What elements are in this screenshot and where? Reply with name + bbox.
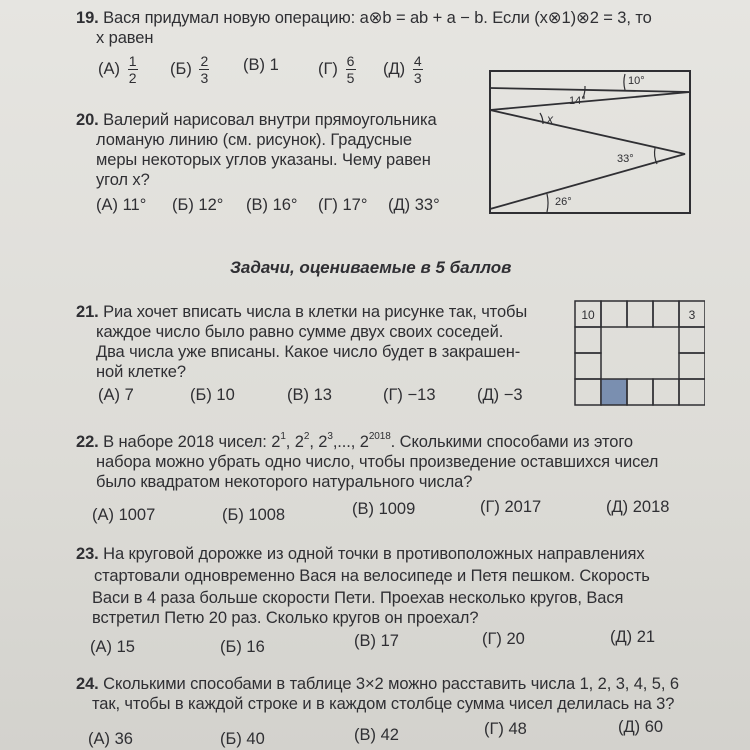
- cell-value-right: 3: [688, 308, 696, 322]
- q21-option-c: (В) 13: [287, 386, 332, 404]
- q22-text-line1: 22. В наборе 2018 чисел: $2^1$, $2^2$, $2^3$,..., $2^{2018}$. Сколькими способами из этого: [76, 431, 633, 451]
- q23-text-line3: Васи в 4 раза больше скорости Пети. Проехав несколько кругов, Вася: [92, 589, 624, 607]
- q21-option-e: (Д) −3: [477, 386, 523, 404]
- q24-option-b: (Б) 40: [220, 730, 265, 748]
- q20-option-a: (А) 11°: [96, 196, 147, 214]
- q20-option-c: (В) 16°: [246, 196, 298, 214]
- q20-text-line3: меры некоторых углов указаны. Чему равен: [96, 151, 431, 169]
- q20-text-line2: ломаную линию (см. рисунок). Градусные: [96, 131, 412, 149]
- section-title: Задачи, оцениваемые в 5 баллов: [230, 258, 512, 277]
- q23-option-c: (В) 17: [354, 632, 399, 650]
- q24-text-line1: 24. Сколькими способами в таблице 3×2 можно расставить числа 1, 2, 3, 4, 5, 6: [76, 675, 679, 693]
- grid-cell: [627, 301, 653, 327]
- q20-option-e: (Д) 33°: [388, 196, 440, 214]
- q24-option-c: (В) 42: [354, 726, 399, 744]
- q22-option-b: (Б) 1008: [222, 506, 286, 524]
- q19-number: 19.: [76, 9, 99, 27]
- angle-label-14: 14°: [569, 95, 586, 107]
- q24-option-a: (А) 36: [88, 730, 133, 748]
- angle-label-33: 33°: [617, 153, 634, 165]
- q21-cell-grid: [570, 296, 705, 412]
- q21-option-a: (А) 7: [98, 386, 134, 404]
- q19-option-b: (Б) $\frac{2}{3}$: [170, 53, 209, 86]
- q24-text-line2: так, чтобы в каждой строке и в каждом столбце сумма чисел делилась на 3?: [92, 695, 675, 713]
- grid-cell: [575, 379, 601, 405]
- q22-option-a: (А) 1007: [92, 506, 156, 524]
- q20-figure-diagram: [485, 66, 695, 216]
- q19-option-c: (В) 1: [243, 56, 279, 74]
- grid-cell: [575, 353, 601, 379]
- q22-option-d: (Г) 2017: [480, 498, 542, 516]
- q21-text-line4: ной клетке?: [96, 363, 186, 381]
- q19-line1: Вася придумал новую операцию: a⊗b = ab + a − b. Если (x⊗1)⊗2 = 3, то: [103, 9, 652, 27]
- q21-text-line3: Два числа уже вписаны. Какое число будет в закрашен-: [96, 343, 521, 361]
- grid-cell: [627, 379, 653, 405]
- q20-text-line4: угол x?: [96, 171, 150, 189]
- angle-arc-10: [624, 74, 625, 90]
- q24-option-e: (Д) 60: [618, 718, 664, 736]
- q20-option-b: (Б) 12°: [172, 196, 224, 214]
- q23-option-a: (А) 15: [90, 638, 135, 656]
- cell-value-left: 10: [581, 308, 595, 322]
- q20-option-d: (Г) 17°: [318, 196, 368, 214]
- angle-label-x: x: [547, 112, 553, 126]
- angle-label-26: 26°: [555, 196, 572, 208]
- broken-line: [490, 88, 690, 209]
- grid-cell: [653, 379, 679, 405]
- shaded-cell: [601, 379, 627, 405]
- q20-number: 20.: [76, 111, 99, 129]
- q22-number: 22.: [76, 433, 99, 451]
- angle-label-10: 10°: [628, 75, 645, 87]
- q22-text-line2: набора можно убрать одно число, чтобы произведение оставшихся чисел: [96, 453, 659, 471]
- grid-cell: [679, 327, 705, 353]
- q21-text-line2: каждое число было равно сумме двух своих соседей.: [96, 323, 504, 341]
- q23-text-line1: 23. На круговой дорожке из одной точки в противоположных направлениях: [76, 545, 645, 563]
- q20-text-line1: 20. Валерий нарисовал внутри прямоугольника: [76, 111, 437, 129]
- q23-text-line4: встретил Петю 20 раз. Сколько кругов он проехал?: [92, 609, 479, 627]
- angle-arc-26: [547, 194, 548, 212]
- grid-cell: [679, 379, 705, 405]
- q19-option-e: (Д) $\frac{4}{3}$: [383, 53, 422, 86]
- q24-option-d: (Г) 48: [484, 720, 527, 738]
- q23-option-e: (Д) 21: [610, 628, 656, 646]
- q22-option-c: (В) 1009: [352, 500, 416, 518]
- q19-text-line2: x равен: [96, 29, 154, 47]
- q23-option-b: (Б) 16: [220, 638, 265, 656]
- q24-number: 24.: [76, 675, 99, 693]
- q21-option-d: (Г) −13: [383, 386, 436, 404]
- grid-cell: [679, 353, 705, 379]
- q19-text-line1: [76, 8, 652, 28]
- q21-number: 21.: [76, 303, 99, 321]
- grid-cell: [575, 327, 601, 353]
- q22-option-e: (Д) 2018: [606, 498, 670, 516]
- q19-option-d: (Г) $\frac{6}{5}$: [318, 53, 355, 86]
- q23-option-d: (Г) 20: [482, 630, 525, 648]
- q21-text-line1: 21. Риа хочет вписать числа в клетки на рисунке так, чтобы: [76, 303, 528, 321]
- q23-number: 23.: [76, 545, 99, 563]
- q21-option-b: (Б) 10: [190, 386, 235, 404]
- grid-cell: [601, 301, 627, 327]
- q22-text-line3: было квадратом некоторого натурального числа?: [96, 473, 473, 491]
- q19-option-a: (А) $\frac{1}{2}$: [98, 53, 137, 86]
- q23-text-line2: стартовали одновременно Вася на велосипеде и Петя пешком. Скорость: [94, 567, 650, 585]
- grid-cell: [653, 301, 679, 327]
